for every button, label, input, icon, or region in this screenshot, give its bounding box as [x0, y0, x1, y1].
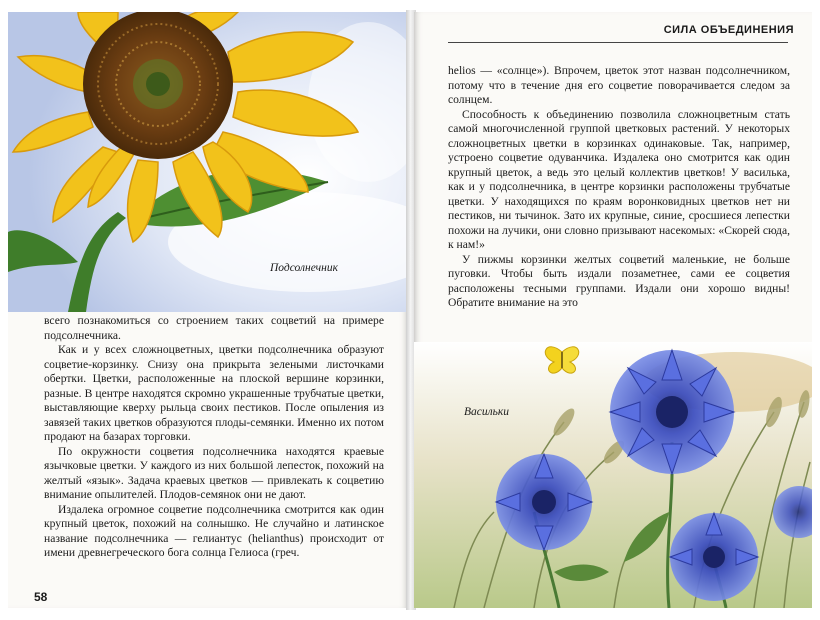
left-paragraph: всего познакомиться со строением таких соцветий на примере подсолнечника.	[44, 314, 384, 342]
sunflower-caption: Подсолнечник	[270, 262, 338, 274]
right-paragraph: helios — «солнце»). Впрочем, цветок этот назван подсолнечником, потому что в течение дня его соцветие поворачивается следом за солнцем.	[448, 64, 790, 106]
sunflower-illustration	[8, 12, 408, 312]
right-page	[414, 12, 812, 608]
left-body-text	[44, 314, 384, 561]
section-title: СИЛА ОБЪЕДИНЕНИЯ	[663, 24, 794, 36]
page-number: 58	[34, 590, 48, 604]
left-paragraph: Как и у всех сложноцветных, цветки подсолнечника образуют соцветие-корзинку. Снизу она прикрыта зелеными листочками обертки. Цветки, расположенные на плоской вершине корзинки, разные. В центре находятся скромно украшенные трубчатые цветки, выставляющие кверху рыльца своих пестиков. После опыления из завязей таких цветков образуются плоды-семянки. Именно их потом продают на базарах торговки.	[44, 343, 384, 443]
header-rule	[448, 42, 788, 43]
right-body-text	[448, 64, 790, 311]
cornflower-illustration	[414, 312, 812, 608]
cornflower-caption: Васильки	[464, 406, 510, 418]
right-paragraph: У пижмы корзинки желтых соцветий маленькие, не больше пуговки. Чтобы быть издали позаметнее, сами ее соцветия расположены тесными группами. Издали они хорошо видны! Обратите внимание на это	[448, 252, 790, 309]
left-paragraph: Издалека огромное соцветие подсолнечника смотрится как один крупный цветок, похожий на солнышко. Не случайно и латинское название подсолнечника — гелиантус (helianthus) происходит от имени древнегреческого бога солнца Гелиоса (греч.	[44, 502, 384, 559]
right-paragraph: Способность к объединению позволила сложноцветным стать самой многочисленной группой цветковых растений. У некоторых сложноцветных цветки в корзинках одинаковые. Так, например, устроено соцветие одуванчика. Издалека оно смотрится как один крупный цветок, а ведь это целый коллектив цветков! У василька, как и у подсолнечника, в центре корзинки расположены трубчатые цветки. У находящихся по краям воронковидных цветков нет ни пестиков, ни тычинок. Зато их крупные, синие, сросшиеся лепестки похожи на лучики, они словно призывают насекомых: «Скорей сюда, к нам!»	[448, 107, 790, 251]
left-paragraph: По окружности соцветия подсолнечника находятся краевые язычковые цветки. У каждого из них большой лепесток, похожий на желтый «язык». Задача краевых цветков — привлекать к соцветию внимание опылителей. Плодов-семянок они не дают.	[44, 444, 384, 501]
left-page	[8, 12, 408, 608]
